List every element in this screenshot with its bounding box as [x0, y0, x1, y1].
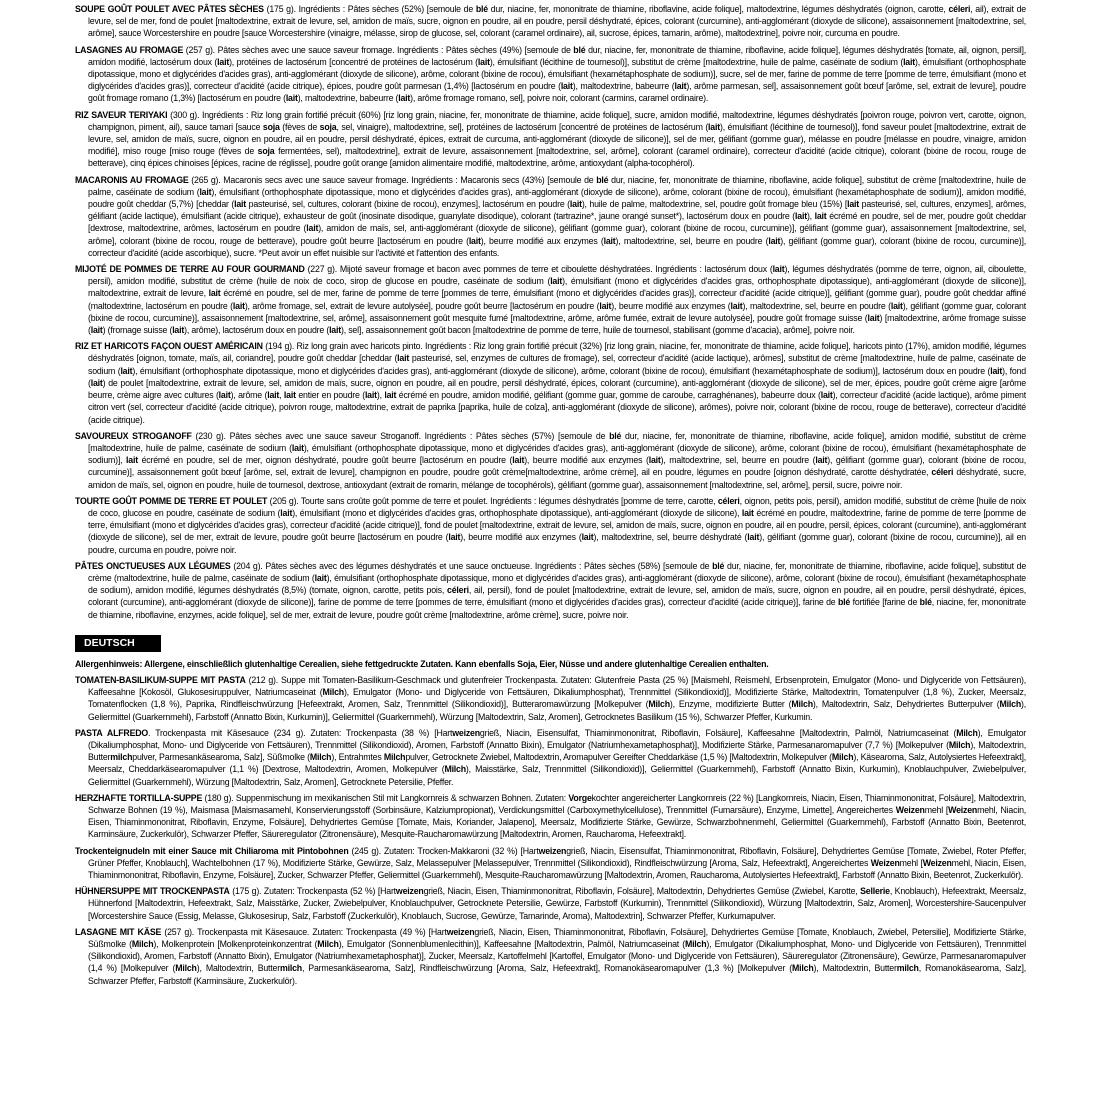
product-ingredients: (175 g). Ingrédients : Pâtes sèches (52%) [semoule de blé dur, niacine, fer, mononitrate de thiamine, riboflavine, acide folique], maltodextrine, légumes déshydratés (oignon, carotte, céleri, ail), extrait de levure, sel de mer, fond de poulet [maltodextrine, extrait de levure, sel, amidon de maïs, sucre, oignon en poudre, ail en poudre, persil déshydraté, épices, colorant (curcumine), anti-agglomérant (dioxyde de silicone), assaisonnement [maltodextrine, sel, arôme], sauce Worcestershire en poudre [sauce Worcestershire (vinaigre, mélasse, sirop de glucose, sel, colorant (caramel ordinaire), ail, sucrose, épices, tamarin, arôme), maltodextrine], poivre noir, curcuma en poudre. — [88, 4, 1026, 39]
allergen-notice: Allergenhinweis: Allergene, einschließlich glutenhaltige Cerealien, siehe fettgedruckte Zutaten. Kann ebenfalls Soja, Eier, Nüsse und andere glutenhaltige Cerealien enthalten. — [75, 658, 769, 669]
product-tomaten-basilikum-suppe — [75, 674, 1026, 723]
product-ingredients: . Trockenpasta mit Käsesauce (234 g). Zutaten: Trockenpasta (38 %) [Hartweizengrieß, Niacin, Eisensulfat, Thiaminmononitrat, Riboflavin, Folsäure], Kaffeesahne [Maltodextrin, Palmöl, Natriumcaseinat (Milch), Emulgator (Dikaliumphosphat, Mono- und Diglyceride von Fettsäuren), Trennmittel (Silikondioxid), Aromen, Farbstoff (Annatto Bixin), Emulgator (Natriumhexametaphosphat)], Modifizierte Stärke, Parmesanaromapulver (7,7 %) [Molkepulver (Milch), Maltodextrin, Buttermilchpulver, Parmesankäsearoma, Salz], Süßmolke (Milch), Entrahmtes Milchpulver, Getrocknete Zwiebel, Maltodextrin, Aromapulver Gereifter Cheddarkäse (1,5 %) [Maltodextrin, Molkepulver (Milch), Käsearoma, Salz, Autolysiertes Hefeextrakt], Meersalz, Cheddarkäsearomapulver (1,1 %) [Dextrose, Maltodextrin, Aromen, Molkepulver (Milch), Maisstärke, Salz, Trennmittel (Silikondioxid)], Geliermittel (Guarkernmehl), Farbstoff (Annatto Bixin, Kurkumin), Knoblauchpulver, Zwiebelpulver, Geliermittel (Guarkernmehl), Würzung [Maltodextrin, Salz, Aromen], Getrocknete Petersilie, Pfeffer. — [88, 727, 1027, 787]
product-stroganoff — [75, 430, 1026, 491]
product-ingredients: (257 g). Pâtes sèches avec une sauce saveur fromage. Ingrédients : Pâtes sèches (49%) [semoule de blé dur, niacine, fer, mononitrate de thiamine, riboflavine, acide folique], légumes déshydratés [tomate, ail, oignon, persil], amidon modifié, lactosérum doux (lait), protéines de lactosérum [concentré de protéines de lactosérum (lait), émulsifiant (lécithine de tournesol)], substitut de crème [maltodextrine, huile de palme, caséinate de sodium (lait), émulsifiant (orthophosphate dipotassique, mono et diglycérides d'acides gras), anti-agglomérant (dioxyde de silicone), arôme, colorant (bixine de rocou), émulsifiant (hexamétaphosphate de sodium)], sucre, sel de mer, farine de pomme de terre [pomme de terre, émulsifiant (mono et diglycérides d'acides gras)], correcteur d'acidité (acide citrique), épices, poudre goût parmesan (1,4%) [lactosérum en poudre (lait), maltodextrine, babeurre (lait), arôme parmesan, sel], assaisonnement goût bœuf [arôme, sel, extrait de levure], poudre goût fromage romano (1,3%) [lactosérum en poudre (lait), maltodextrine, babeurre (lait), arôme fromage romano, sel], poivre noir, colorant (carmins, caramel ordinaire). — [88, 44, 1027, 104]
product-ingredients: (180 g). Suppenmischung im mexikanischen Stil mit Langkornreis & schwarzen Bohnen. Zutaten: Vorgekochter angereicherter Langkornreis (22 %) [Langkornreis, Niacin, Eisen, Thiaminmononitrat, Folsäure], Maltodextrin, Schwarze Bohnen (19 %), Maismasa [Maismasamehl, Konservierungsstoff (Sorbinsäure, Kalziumpropionat), Verdickungsmittel (Carboxymethylcellulose), Trennmittel (Fumarsäure), Enzyme, Limette], Angereichertes Weizenmehl [Weizenmehl, Niacin, Eisen, Thiaminmononitrat, Riboflavin, Enzyme, Folsäure], Dehydriertes Gemüse [Tomate, Mais, Koriander, Jalapeno], Meersalz, Modifizierte Stärke, Gewürze, Schwarzbohnenmehl, Geliermittel (Guarkernmehl), Farbstoff (Annatto Bixin, Beetenrot, Karminsäure, Zuckerkulör), Schwarzer Pfeffer, Säureregulator (Zitronensäure), Mesquite-Raucharomawürzung [Maltodextrin, Aromen, Raucharoma, Hefeextrakt]. — [88, 792, 1027, 840]
product-name: SAVOUREUX STROGANOFF — [75, 430, 192, 441]
product-ingredients: (175 g). Zutaten: Trockenpasta (52 %) [Hartweizengrieß, Niacin, Eisen, Thiaminmononitrat, Riboflavin, Folsäure], Maltodextrin, Dehydriertes Gemüse (Zwiebel, Karotte, Sellerie, Knoblauch), Hefeextrakt, Meersalz, Hühnerfond [Maltodextrin, Hefeextrakt, Salz, Maisstärke, Zucker, Zwiebelpulver, Knoblauchpulver, Getrocknete Petersilie, Gewürze, Farbstoff (Kurkumin), Trennmittel (Silikondioxid), Würzung [Maltodextrin, Salz, Aromen], Worcestershire-Saucenpulver [Worcestershire Sauce (Essig, Melasse, Glukosesirup, Salz, Farbstoff (Zuckerkulör), Knoblauch, Sucrose, Gewürze, Tamarinde, Aroma), Maltodextrin], Schwarzer Pfeffer, Kurkumapulver. — [88, 886, 1026, 921]
product-ingredients: (212 g). Suppe mit Tomaten-Basilikum-Geschmack und glutenfreier Trockenpasta. Zutaten: Glutenfreie Pasta (25 %) [Maismehl, Reismehl, Erbsenprotein, Emulgator (Mono- und Diglyceride von Fettsäuren), Kaffeesahne [Kokosöl, Glukosesiruppulver, Natriumcaseinat (Milch), Emulgator (Mono- und Diglyceride von Fettsäuren, Dikaliumphosphat), Trennmittel (Silikondioxid)], Modifizierte Stärke, Maltodextrin, Tomatenpulver (1,8 %), Zucker, Meersalz, Tomatenflocken (1,8 %), Paprika, Rindfleischwürzung [Hefeextrakt, Aromen, Salz, Trennmittel (Silikondioxid)], Butteraromawürzung [Molkepulver (Milch), Enzyme, modifizierte Butter (Milch), Maltodextrin, Salz, Dehydriertes Butterpulver (Milch), Geliermittel (Guarkernmehl), Farbstoff (Annatto Bixin, Kurkumin)], Geliermittel (Guarkernmehl), Würzung [Maltodextrin, Salz, Aromen], Getrocknetes Basilikum (15 %), Schwarzer Pfeffer, Kurkumin. — [88, 674, 1027, 722]
deutsch-section-header: DEUTSCH — [75, 635, 161, 652]
product-name: HÜHNERSUPPE MIT TROCKENPASTA — [75, 886, 230, 897]
product-name: MACARONIS AU FROMAGE — [75, 174, 189, 185]
product-ingredients: (257 g). Trockenpasta mit Käsesauce. Zutaten: Trockenpasta (49 %) [Hartweizengrieß, Niacin, Eisen, Thiaminmononitrat, Riboflavin, Folsäure], Dehydriertes Gemüse [Tomate, Knoblauch, Zwiebel, Petersilie], Modifizierte Stärke, Süßmolke (Milch), Molkenprotein [Molkenproteinkonzentrat (Milch), Emulgator (Sonnenblumenlecithin)], Kaffeesahne [Maltodextrin, Palmöl, Natriumcaseinat (Milch), Emulgator (Dikaliumphosphat, Mono- und Diglyceride von Fettsäuren), Trennmittel (Silikondioxid), Aromen, Farbstoff (Annatto Bixin), Emulgator (Natriumhexametaphosphat)], Zucker, Meersalz, Kartoffelmehl [Kartoffel, Emulgator (Mono- und Diglyceride von Fettsäuren), Säureregulator (Zitronensäure), Gewürze, Parmesanaromapulver (1,4 %) [Molkepulver (Milch), Maltodextrin, Buttermilch, Parmesankäsearoma, Salz], Rindfleischwürzung [Aroma, Salz, Hefeextrakt], Romanokäsearomapulver (1,3 %) [Molkepulver (Milch), Maltodextrin, Buttermilch, Romanokäsearoma, Salz], Schwarzer Pfeffer, Farbstoff (Karminsäure, Zuckerkulör). — [88, 926, 1026, 986]
product-riz-haricots — [75, 340, 1026, 425]
product-ingredients: (194 g). Riz long grain avec haricots pinto. Ingrédients : Riz long grain fortifié précuit (32%) [riz long grain, niacine, fer, mononitrate de thiamine, acide folique], haricots pinto (17%), amidon modifié, légumes déshydratés [oignon, tomate, maïs, ail, coriandre], poudre goût cheddar [cheddar (lait pasteurisé, sel, enzymes de cultures de fromage), sel, correcteur d'acidité (acide lactique), arômes], substitut de crème [maltodextrine, huile de palme, caséinate de sodium (lait), émulsifiant (orthophosphate dipotassique, mono et diglycérides d'acides gras), anti-agglomérant (dioxyde de silicone), arôme, colorant (bixine de rocou), émulsifiant (hexamétaphosphate de sodium)], lactosérum doux en poudre (lait), fond (lait) de poulet [maltodextrine, extrait de levure, sel, amidon de maïs, sucre, oignon en poudre, ail en poudre, persil déshydraté, épices, colorant (curcumine), anti-agglomérant (dioxyde de silicone), sel de mer, épices, poudre goût crème aigre [arôme beurre, crème aigre avec cultures (lait), arôme (lait, lait entier en poudre (lait), lait écrémé en poudre, amidon modifié, gélifiant (gomme guar, gomme de caroube, carraghénanes), babeurre doux (lait), correcteur d'acidité (acide lactique), arôme piment citron vert (sel, correcteur d'acidité (acide citrique), poivron rouge, maltodextrine, extrait de paprika [paprika, huile de colza], anti-agglomérant (dioxyde de silicone), arômes), poivre noir, colorant (bixine de rocou, rouge de betterave), correcteur d'acidité (acide citrique). — [88, 341, 1026, 425]
product-mijote-pommes-terre — [75, 263, 1026, 336]
product-name: Trockenteignudeln mit einer Sauce mit Chiliaroma mit Pintobohnen — [75, 845, 349, 856]
product-name: LASAGNE MIT KÄSE — [75, 926, 162, 937]
product-ingredients: (230 g). Pâtes sèches avec une sauce saveur Stroganoff. Ingrédients : Pâtes sèches (57%) [semoule de blé dur, niacine, fer, mononitrate de thiamine, riboflavine, acide folique], amidon modifié, substitut de crème [maltodextrine, huile de palme, caséinate de sodium (lait), émulsifiant (orthophosphate dipotassique, mono et diglycérides d'acides gras), anti-agglomérant (dioxyde de silicone), arôme, colorant (bixine de rocou), émulsifiant (hexamétaphosphate de sodium)], lait écrémé en poudre, sel de mer, oignon déshydraté, poudre goût beurre [lactosérum en poudre (lait), beurre modifié aux enzymes (lait), maltodextrine, sel, beurre en poudre (lait), gélifiant (gomme guar), colorant (bixine de rocou, curcumine)], assaisonnement goût bœuf [arôme, sel, extrait de levure], champignon en poudre, poudre goût crème[maltodextrine, arôme crème], ail en poudre, légumes en poudre [oignon déshydraté, carotte déshydratée, céleri déshydraté, sucre, amidon de maïs, sel, oignon en poudre, huile de tournesol, dextrose, antioxydant (extrait de romarin, mélange de tocophérols), gélifiant (gomme guar), assaisonnement [maltodextrine, sel, arôme], persil, sucre, poivre noir. — [88, 430, 1027, 490]
product-huehnersuppe — [75, 885, 1026, 922]
product-trockenteignudeln-pintobohnen — [75, 845, 1026, 882]
german-ingredients-section — [75, 658, 1026, 987]
product-name: TOURTE GOÛT POMME DE TERRE ET POULET — [75, 495, 268, 506]
product-pasta-alfredo — [75, 727, 1026, 788]
product-tourte-poulet — [75, 495, 1026, 556]
product-name: PÂTES ONCTUEUSES AUX LÉGUMES — [75, 560, 231, 571]
product-ingredients: (204 g). Pâtes sèches avec des légumes déshydratés et une sauce onctueuse. Ingrédients : Pâtes sèches (58%) [semoule de blé dur, niacine, fer, mononitrate de thiamine, riboflavine, acide folique], substitut de crème (maltodextrine, huile de palme, caséinate de sodium (lait), émulsifiant (orthophosphate dipotassique, mono et diglycérides d'acides gras), anti-agglomérant (dioxyde de silicone), arôme, colorant (bixine de rocou), émulsifiant (hexamétaphosphate de sodium), amidon modifié, légumes déshydratés (8,5%) (tomate, oignon, carotte, petits pois, céleri, ail, persil), fond de poulet [maltodextrine, extrait de levure, sel, amidon de maïs, sucre, oignon en poudre, ail en poudre, persil déshydraté, épices, colorant (curcumine), anti-agglomérant (dioxyde de silicone)], farine de pomme de terre [pommes de terre, émulsifiant (mono et diglycérides d'acides gras), correcteur d'acidité (acide citrique)], farine de blé fortifiée [farine de blé, niacine, fer, mononitrate de thiamine, riboflavine, enzymes, acide folique], sel de mer, extrait de levure, poudre goût crème [maltodextrine, arôme crème], sucre, poivre noir. — [88, 560, 1027, 620]
product-ingredients: (227 g). Mijoté saveur fromage et bacon avec pommes de terre et ciboulette déshydratées. Ingrédients : lactosérum doux (lait), légumes déshydratés (pomme de terre, oignon, ail, ciboulette, persil), amidon modifié, substitut de crème (huile de noix de coco, sirop de glucose en poudre, caséinate de sodium (lait), émulsifiant (mono et diglycérides d'acides gras, orthophosphate dipotassique), anti-agglomérant (dioxyde de silicone)], maltodextrine, extrait de levure, lait écrémé en poudre, sel de mer, farine de pomme de terre [pommes de terre, émulsifiant (mono et diglycérides d'acides gras)], correcteur d'acidité (acide citrique)], gélifiant (gomme guar), poudre goût cheddar affiné (maltodextrine, lactosérum en poudre (lait), arôme fromage, sel, extrait de levure autolysée], poudre goût beurre [lactosérum en poudre (lait), beurre modifié aux enzymes (lait), maltodextrine, sel, beurre en poudre (lait), gélifiant (gomme guar, colorant (bixine de rocou, curcumine)], assaisonnement [maltodextrine, sel, arôme], assaisonnement goût mesquite fumé [maltodextrine, arôme, arôme fumée, extrait de levure autolysée], poudre goût fromage suisse (lait) [maltodextrine, arôme fromage suisse (lait) (fromage suisse (lait), arôme), lactosérum doux en poudre (lait), sel], assaisonnement goût bacon [maltodextrine de pomme de terre, huile de tournesol, stabilisant (gomme d'acacia), arôme], poivre noir. — [88, 264, 1027, 336]
product-ingredients: (265 g). Macaronis secs avec une sauce saveur fromage. Ingrédients : Macaronis secs (43%) [semoule de blé dur, niacine, fer, mononitrate de thiamine, riboflavine, acide folique], substitut de crème [maltodextrine, huile de palme, caséinate de sodium (lait), émulsifiant (orthophosphate dipotassique, mono et diglycérides d'acides gras), anti-agglomérant (dioxyde de silicone), arôme, colorant (bixine de rocou), émulsifiant (hexamétaphosphate de sodium)], amidon modifié, poudre goût cheddar (5,7%) [cheddar (lait pasteurisé, sel, cultures, colorant (bixine de rocou), enzymes], lactosérum en poudre (lait), huile de palme, maltodextrine, sel, poudre goût fromage bleu (15%) [lait pasteurisé, sel, cultures, enzymes], arômes, gélifiant (acide lactique), émulsifiant (acide citrique), exhausteur de goût (inosinate disodique, guanylate disodique), colorant (tartrazine*, jaune orangé sunset*), lactosérum doux en poudre (lait), lait écrémé en poudre, sel de mer, poudre goût cheddar [dextrose, maltodextrine, arômes, lactosérum en poudre (lait), amidon de maïs, sel, anti-agglomérant (dioxyde de silicone), gélifiant (gomme guar), colorant (bixine de rocou, curcumine)], gélifiant (gomme guar), assaisonnement [maltodextrine, sel, arôme], colorant (bixine de rocou, rouge de betterave), poudre goût beurre [lactosérum en poudre (lait), beurre modifié aux enzymes (lait), maltodextrine, sel, beurre en poudre (lait), gélifiant (gomme guar), colorant (bixine de rocou, curcumine)], correcteur d'acidité (acide ascorbique), sucre. *Peut avoir un effet nuisible sur l'activité et l'attention des enfants. — [88, 174, 1027, 258]
french-ingredients-section — [75, 3, 1026, 621]
product-lasagne-kaese — [75, 926, 1026, 987]
product-soupe-poulet — [75, 3, 1026, 40]
product-ingredients: (205 g). Tourte sans croûte goût pomme de terre et poulet. Ingrédients : légumes déshydratés [pomme de terre, carotte, céleri, oignon, petits pois, persil), amidon modifié, substitut de crème [huile de noix de coco, glucose en poudre, caséinate de sodium (lait), émulsifiant (mono et diglycérides d'acides gras, orthophosphate dipotassique), anti-agglomérant (dioxyde de silicone), lait écrémé en poudre, maltodextrine, farine de pomme de terre [pomme de terre, émulsifiant (mono et diglycérides d'acides gras), correcteur d'acidité (acide citrique)], fond de poulet [maltodextrine, extrait de levure, sel, amidon de maïs, sucre, oignon en poudre, ail en poudre, persil, épices, colorant (curcumine), anti-agglomérant (dioxyde de silicone), sel de mer, extrait de levure, poudre goût beurre [lactosérum en poudre (lait), beurre modifié aux enzymes (lait), maltodextrine, sel, beurre déshydraté (lait), gélifiant (gomme guar), colorant (bixine de rocou, curcumine)], ail en poudre, curcuma en poudre, poivre noir. — [88, 495, 1026, 555]
product-name: SOUPE GOÛT POULET AVEC PÂTES SÈCHES — [75, 4, 264, 14]
product-name: TOMATEN-BASILIKUM-SUPPE MIT PASTA — [75, 674, 246, 685]
product-ingredients: (245 g). Zutaten: Trocken-Makkaroni (32 %) [Hartweizengrieß, Niacin, Eisensulfat, Thiaminmononitrat, Riboflavin, Folsäure], Dehydriertes Gemüse [Tomate, Zwiebel, Roter Pfeffer, Grüner Pfeffer, Knoblauch], Wachtelbohnen (17 %), Modifizierte Stärke, Gewürze, Salz, Melassepulver [Melassepulver, Trennmittel (Silikondioxid), Rindfleischwürzung [Aroma, Salz, Hefeextrakt], Angereichertes Weizenmehl [Weizenmehl, Niacin, Eisen, Thiaminmononitrat, Riboflavin, Enzyme, Folsäure], Zucker, Schwarzer Pfeffer, Geliermittel (Guarkernmehl), Mesquite-Raucharomawürzung [Maltodextrin, Aromen, Raucharoma, Autolysiertes Hefeextrakt], Farbstoff (Annatto Bixin, Beetenrot, Zuckerkulör). — [88, 845, 1026, 880]
product-riz-teriyaki — [75, 109, 1026, 170]
product-name: PASTA ALFREDO — [75, 727, 149, 738]
product-macaronis-fromage — [75, 174, 1026, 259]
product-name: RIZ ET HARICOTS FAÇON OUEST AMÉRICAIN — [75, 341, 263, 352]
product-name: LASAGNES AU FROMAGE — [75, 44, 184, 55]
product-name: MIJOTÉ DE POMMES DE TERRE AU FOUR GOURMAND — [75, 264, 305, 275]
product-name: HERZHAFTE TORTILLA-SUPPE — [75, 792, 203, 803]
product-pates-onctueuses — [75, 560, 1026, 621]
product-tortilla-suppe — [75, 792, 1026, 841]
product-ingredients: (300 g). Ingrédients : Riz long grain fortifié précuit (60%) [riz long grain, niacine, fer, mononitrate de thiamine, acide folique], sucre, amidon modifié, maltodextrine, légumes déshydratés [poivron rouge, poivron vert, carotte, oignon, champignon, piment, ail), sauce tamari [sauce soja (fèves de soja, sel, vinaigre), maltodextrine, sel], protéines de lactosérum [concentré de protéines de lactosérum (lait), émulsifiant (lécithine de tournesol)], fond saveur poulet [maltodextrine, extrait de levure, sel, amidon de maïs, sucre, oignon en poudre, ail en poudre, persil déshydraté, épices, extrait de curcuma, anti-agglomérant (dioxyde de silicone)], sel de mer, gélifiant (gomme guar), mélasse en poudre [mélasse en poudre, vinaigre, amidon modifié], miso rouge [miso rouge (fèves de soja fermentées, sel), maltodextrine], extrait de levure, assaisonnement [maltodextrine, sel, arôme], colorant (caramel ordinaire), correcteur d'acidité (acide citrique), colorant (bixine de rocou, rouge de betterave), cinq épices chinoises [épices, racine de réglisse], poudre goût orange [amidon alimentaire modifié, maltodextrine, arôme, antioxydant (alpha-tocophérol). — [88, 109, 1027, 169]
product-name: RIZ SAVEUR TERIYAKI — [75, 109, 168, 120]
product-lasagnes-fromage — [75, 44, 1026, 105]
